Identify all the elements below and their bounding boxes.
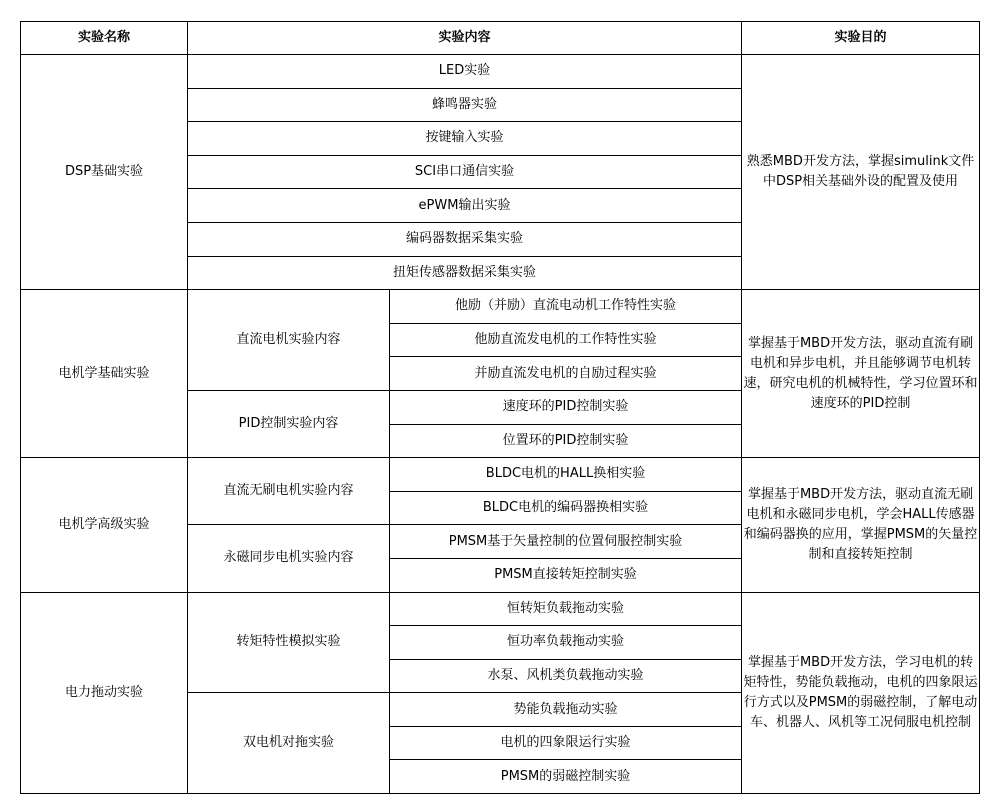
group-purpose-drive: 掌握基于MBD开发方法，学习电机的转矩特性，势能负载拖动，电机的四象限运行方式以及PMSM的弱磁控制，了解电动车、机器人、风机等工况伺服电机控制 [742, 592, 980, 794]
experiment-item: SCI串口通信实验 [188, 155, 742, 189]
experiment-item: PMSM直接转矩控制实验 [390, 558, 742, 592]
subgroup-name: 直流电机实验内容 [188, 290, 390, 391]
subgroup-name: 直流无刷电机实验内容 [188, 458, 390, 525]
group-name-drive: 电力拖动实验 [21, 592, 188, 794]
header-name: 实验名称 [21, 22, 188, 55]
group-purpose-motor-basic: 掌握基于MBD开发方法，驱动直流有刷电机和异步电机，并且能够调节电机转速，研究电机的机械特性，学习位置环和速度环的PID控制 [742, 290, 980, 458]
group-name-motor-basic: 电机学基础实验 [21, 290, 188, 458]
table-row [21, 290, 980, 324]
header-row [21, 22, 980, 55]
table-row [21, 592, 980, 626]
experiment-item: 电机的四象限运行实验 [390, 726, 742, 760]
experiment-item: 扭矩传感器数据采集实验 [188, 256, 742, 290]
experiment-item: 编码器数据采集实验 [188, 222, 742, 256]
table-row [21, 458, 980, 492]
experiment-item: 并励直流发电机的自励过程实验 [390, 357, 742, 391]
experiment-item: LED实验 [188, 55, 742, 89]
subgroup-name: 永磁同步电机实验内容 [188, 525, 390, 592]
experiment-table [20, 21, 980, 794]
table-row [21, 55, 980, 89]
experiment-item: BLDC电机的HALL换相实验 [390, 458, 742, 492]
experiment-item: 蜂鸣器实验 [188, 88, 742, 122]
experiment-item: 水泵、风机类负载拖动实验 [390, 659, 742, 693]
subgroup-name: 双电机对拖实验 [188, 693, 390, 794]
experiment-item: PMSM基于矢量控制的位置伺服控制实验 [390, 525, 742, 559]
subgroup-name: 转矩特性模拟实验 [188, 592, 390, 693]
header-content: 实验内容 [188, 22, 742, 55]
experiment-item: 速度环的PID控制实验 [390, 390, 742, 424]
experiment-item: 恒功率负载拖动实验 [390, 626, 742, 660]
group-purpose-dsp: 熟悉MBD开发方法，掌握simulink文件中DSP相关基础外设的配置及使用 [742, 55, 980, 290]
experiment-item: 按键输入实验 [188, 122, 742, 156]
experiment-item: PMSM的弱磁控制实验 [390, 760, 742, 794]
experiment-item: 他励直流发电机的工作特性实验 [390, 323, 742, 357]
experiment-item: BLDC电机的编码器换相实验 [390, 491, 742, 525]
experiment-item: 势能负载拖动实验 [390, 693, 742, 727]
group-purpose-motor-advanced: 掌握基于MBD开发方法，驱动直流无刷电机和永磁同步电机，学会HALL传感器和编码器换的应用，掌握PMSM的矢量控制和直接转矩控制 [742, 458, 980, 592]
experiment-item: 他励（并励）直流电动机工作特性实验 [390, 290, 742, 324]
experiment-item: 恒转矩负载拖动实验 [390, 592, 742, 626]
subgroup-name: PID控制实验内容 [188, 390, 390, 457]
experiment-item: 位置环的PID控制实验 [390, 424, 742, 458]
experiment-item: ePWM输出实验 [188, 189, 742, 223]
group-name-motor-advanced: 电机学高级实验 [21, 458, 188, 592]
header-purpose: 实验目的 [742, 22, 980, 55]
group-name-dsp: DSP基础实验 [21, 55, 188, 290]
